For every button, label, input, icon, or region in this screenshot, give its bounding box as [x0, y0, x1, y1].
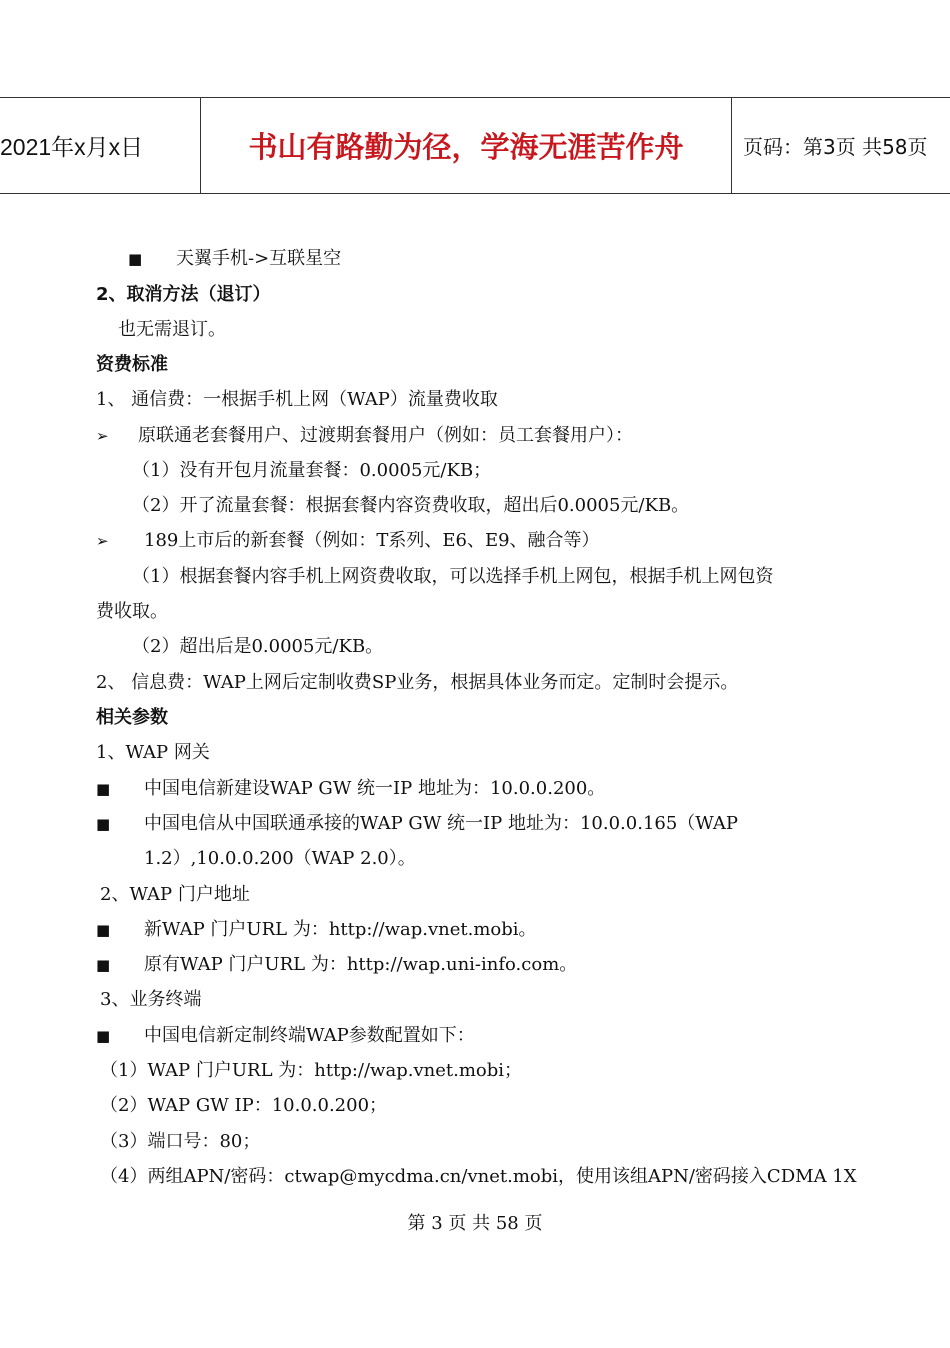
paragraph: 中国电信新定制终端WAP参数配置如下： [144, 1025, 475, 1046]
arrowhead-icon: ➢ [96, 532, 109, 550]
header-motto: 书山有路勤为径，学海无涯苦作舟 [200, 98, 732, 193]
paragraph: 中国电信从中国联通承接的WAP GW 统一IP 地址为：10.0.0.165（WAP [144, 813, 739, 834]
paragraph: 中国电信新建设WAP GW 统一IP 地址为：10.0.0.200。 [144, 778, 606, 799]
paragraph: 原有WAP 门户URL 为：http://wap.uni-info.com。 [144, 954, 578, 975]
section-heading: 2、取消方法（退订） [96, 284, 271, 305]
header-date: 2021年x月x日 [0, 134, 144, 160]
paragraph: 也无需退订。 [118, 319, 226, 340]
paragraph: （1）WAP 门户URL 为：http://wap.vnet.mobi； [100, 1060, 522, 1081]
paragraph: 原联通老套餐用户、过渡期套餐用户（例如：员工套餐用户）： [138, 425, 633, 446]
black-square-icon: ■ [96, 921, 111, 939]
paragraph: 新WAP 门户URL 为：http://wap.vnet.mobi。 [144, 919, 537, 940]
paragraph: 3、业务终端 [100, 989, 202, 1010]
paragraph: （2）超出后是0.0005元/KB。 [132, 636, 384, 657]
black-square-icon: ■ [96, 956, 111, 974]
black-square-icon: ■ [96, 1027, 111, 1045]
paragraph: （2）开了流量套餐：根据套餐内容资费收取，超出后0.0005元/KB。 [132, 495, 690, 516]
page-footer: 第 3 页 共 58 页 [407, 1213, 543, 1234]
paragraph: 费收取。 [96, 601, 168, 622]
section-heading: 资费标准 [96, 354, 168, 375]
paragraph: 1、 通信费：一根据手机上网（WAP）流量费收取 [96, 389, 498, 410]
page-header [0, 97, 950, 194]
paragraph: 天翼手机->互联星空 [176, 248, 342, 269]
paragraph: 2、WAP 门户地址 [100, 884, 250, 905]
section-heading: 相关参数 [96, 707, 168, 728]
black-square-icon: ■ [96, 780, 111, 798]
paragraph: （1）没有开包月流量套餐：0.0005元/KB； [132, 460, 492, 481]
arrowhead-icon: ➢ [96, 427, 109, 445]
paragraph: 189上市后的新套餐（例如：T系列、E6、E9、融合等） [144, 530, 600, 551]
black-square-icon: ■ [128, 250, 143, 268]
paragraph: 1.2）,10.0.0.200（WAP 2.0）。 [144, 848, 416, 869]
paragraph: （3）端口号：80； [100, 1131, 261, 1152]
black-square-icon: ■ [96, 815, 111, 833]
paragraph: （2）WAP GW IP：10.0.0.200； [100, 1095, 388, 1116]
paragraph: 2、 信息费：WAP上网后定制收费SP业务，根据具体业务而定。定制时会提示。 [96, 672, 739, 693]
header-page-info: 页码：第3页 共58页 [743, 135, 928, 159]
paragraph: （1）根据套餐内容手机上网资费收取，可以选择手机上网包，根据手机上网包资 [132, 566, 774, 587]
paragraph: 1、WAP 网关 [96, 742, 210, 763]
paragraph: （4）两组APN/密码：ctwap@mycdma.cn/vnet.mobi，使用该组APN/密码接入CDMA 1X [100, 1166, 857, 1187]
